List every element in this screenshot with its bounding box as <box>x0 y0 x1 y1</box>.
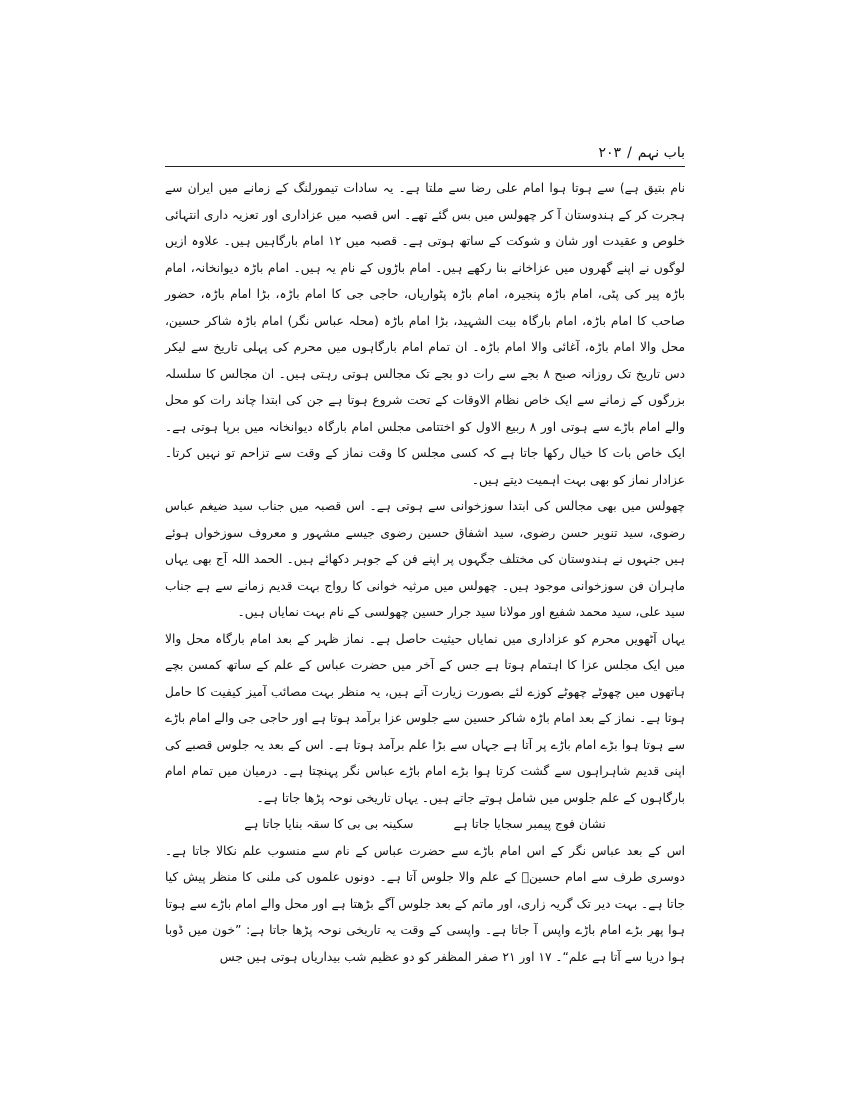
paragraph-2: چھولس میں بھی مجالس کی ابتدا سوزخوانی سے ہوتی ہے۔ اس قصبہ میں جناب سید ضیغم عباس رضوی، سید تنویر حسن رضوی، سید اشفاق حسین رضوی جیسے مشہور و معروف سوزخواں ہوئے ہیں جنہوں نے ہندوستان کی مختلف جگہوں پر اپنے فن کے جوہر دکھائے ہیں۔ الحمد اللہ آج بھی یہاں ماہران فن سوزخوانی موجود ہیں۔ چھولس میں مرثیہ خوانی کا رواج بہت قدیم زمانے سے ہے جناب سید علی، سید محمد شفیع اور مولانا سید جرار حسین چھولسی کے نام بہت نمایاں ہیں۔ <box>165 499 685 619</box>
couplet-first-line: نشان فوج پیمبر سجایا جاتا ہے <box>453 817 606 831</box>
paragraph-1: نام بتیق ہے) سے ہوتا ہوا امام علی رضا سے ملتا ہے۔ یہ سادات تیمورلنگ کے زمانے میں ایران سے ہجرت کر کے ہندوستان آ کر چھولس میں بس گئے تھے۔ اس قصبہ میں عزاداری اور تعزیہ داری انتہائی خلوص و عقیدت اور شان و شوکت کے ساتھ ہوتی ہے۔ قصبہ میں ۱۲ امام بارگاہیں ہیں۔ علاوہ ازیں لوگوں نے اپنے گھروں میں عزاخانے بنا رکھے ہیں۔ امام باڑوں کے نام یہ ہیں۔ امام باڑہ دیوانخانہ، امام باڑہ پیر کی پٹی، امام باڑہ پنجیرہ، امام باڑہ پٹواریاں، حاجی جی کا امام باڑہ، بڑا امام باڑہ، حضور صاحب کا امام باڑہ، امام بارگاہ بیت الشہید، بڑا امام باڑہ (محلہ عباس نگر) امام باڑہ شاکر حسین، محل والا امام باڑہ، آغائی والا امام باڑہ۔ ان تمام امام بارگاہوں میں محرم کی پہلی تاریخ سے لیکر دس تاریخ تک روزانہ صبح ۸ بجے سے رات دو بجے تک مجالس ہوتی رہتی ہیں۔ ان مجالس کا سلسلہ بزرگوں کے زمانے سے ایک خاص نظام الاوقات کے تحت شروع ہوتا ہے جن کی ابتدا چاند رات کو محل والے امام باڑے سے ہوتی اور ۸ ربیع الاول کو اختتامی مجلس امام بارگاہ دیوانخانہ میں برپا ہوتی ہے۔ ایک خاص بات کا خیال رکھا جاتا ہے کہ کسی مجلس کا وقت نماز کے وقت سے تزاحم تو نہیں کرتا۔ عزادار نماز کو بھی بہت اہمیت دیتے ہیں۔ <box>165 181 686 487</box>
nauha-couplet <box>165 811 685 838</box>
running-header <box>165 140 685 167</box>
chapter-title: باب نہم <box>637 145 685 161</box>
running-head-text <box>599 140 686 166</box>
paragraph-3: یہاں آٹھویں محرم کو عزاداری میں نمایاں حیثیت حاصل ہے۔ نماز ظہر کے بعد امام بارگاہ محل والا میں ایک مجلس عزا کا اہتمام ہوتا ہے جس کے آخر میں حضرت عباس کے علم کے ساتھ کمسن بچے ہاتھوں میں چھوٹے چھوٹے کوزے لئے بصورت زیارت آتے ہیں، یہ منظر بہت مصائب آمیز کیفیت کا حامل ہوتا ہے۔ نماز کے بعد امام باڑہ شاکر حسین سے جلوس عزا برآمد ہوتا ہے اور حاجی جی والے امام باڑے سے ہوتا ہوا بڑے امام باڑے پر آتا ہے جہاں سے بڑا علم برآمد ہوتا ہے۔ اس کے بعد یہ جلوس قصبے کی اپنی قدیم شاہراہوں سے گشت کرتا ہوا بڑے امام باڑے عباس نگر پہنچتا ہے۔ درمیان میں تمام امام بارگاہوں کے علم جلوس میں شامل ہوتے جاتے ہیں۔ یہاں تاریخی نوحہ پڑھا جاتا ہے۔ <box>165 631 685 805</box>
couplet-second-line: سکینہ بی بی کا سقہ بنایا جاتا ہے <box>244 817 414 831</box>
body-text <box>165 175 685 970</box>
header-separator: / <box>627 145 632 161</box>
paragraph-4: اس کے بعد عباس نگر کے اس امام باڑے سے حضرت عباس کے نام سے منسوب علم نکالا جاتا ہے۔ دوسری طرف سے امام حسینؑ کے علم والا جلوس آتا ہے۔ دونوں علموں کی ملنی کا منظر پیش کیا جاتا ہے۔ بہت دیر تک گریہ زاری، اور ماتم کے بعد جلوس آگے بڑھتا ہے اور محل والے امام باڑے سے ہوتا ہوا پھر بڑے امام باڑے واپس آ جاتا ہے۔ واپسی کے وقت یہ تاریخی نوحہ پڑھا جاتا ہے: ”خون میں ڈوبا ہوا دریا سے آتا ہے علم“۔ ۱۷ اور ۲۱ صفر المظفر کو دو عظیم شب بیداریاں ہوتی ہیں جس <box>165 843 685 964</box>
page-number: ۲۰۳ <box>598 145 622 161</box>
